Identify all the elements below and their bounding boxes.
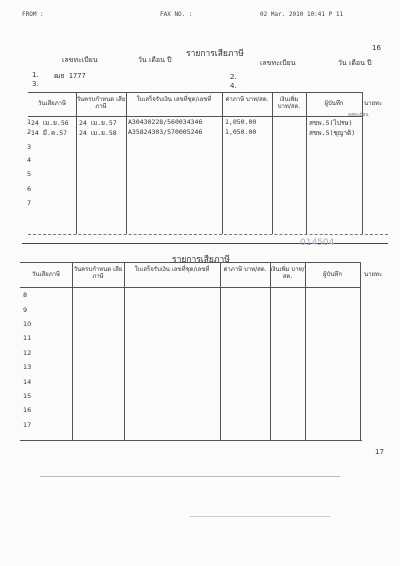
- row-number: 1: [27, 118, 32, 126]
- fax-from-label: FROM :: [22, 11, 44, 18]
- table-line: [124, 262, 125, 440]
- row-number: 12: [23, 349, 32, 357]
- fax-number-label: FAX NO. :: [160, 11, 193, 18]
- col-header-receipt: ใบเสร็จรับเงิน เลขที่ชุด/เลขที่: [134, 266, 210, 273]
- stamp-text: ลงทะเบียน: [348, 113, 369, 118]
- row-number: 17: [23, 421, 32, 429]
- due-date-cell: 24 เม.ย.58: [79, 129, 117, 137]
- row-number: 16: [23, 406, 32, 414]
- row-number: 6: [27, 185, 32, 193]
- table-line: [28, 92, 362, 93]
- col-header-due-date: วันครบกำหนด เสียภาษี: [76, 96, 126, 110]
- row-number: 13: [23, 363, 32, 371]
- table-line: [360, 262, 361, 440]
- item-number: 3.: [32, 80, 39, 88]
- item-number: 4.: [230, 82, 237, 90]
- due-date-cell: 24 เม.ย.57: [79, 119, 117, 127]
- recorder-cell: สขพ.5(ไปรษ): [309, 119, 353, 127]
- item-number: 2.: [230, 73, 237, 81]
- col-header-pay-date: วันเสียภาษี: [32, 271, 60, 278]
- col-header-tax: ค่าภาษี บาท/สต.: [223, 266, 267, 273]
- pay-date-cell: 14 มี.ค.57: [31, 129, 68, 137]
- page-number: 16: [372, 44, 381, 52]
- serial-fragment: 014504: [300, 238, 335, 248]
- row-number: 15: [23, 392, 32, 400]
- fax-datetime: 02 Mar. 2010 10:41 P 11: [260, 11, 344, 18]
- table-line: [220, 262, 221, 440]
- pay-date-cell: 24 เม.ย.56: [31, 119, 69, 127]
- item-number: 1.: [32, 71, 39, 79]
- row-number: 14: [23, 378, 32, 386]
- row-number: 7: [27, 199, 32, 207]
- receipt-cell: A30430228/560034346: [128, 118, 203, 126]
- col-header-receipt: ใบเสร็จรับเงิน เลขที่ชุด/เลขที่: [136, 96, 212, 103]
- tax-cell: 1,050.00: [225, 118, 257, 126]
- section-title: รายการเสียภาษี: [186, 49, 244, 59]
- scan-line: [190, 516, 330, 517]
- page-number: 17: [375, 448, 384, 456]
- table-line: [28, 116, 362, 117]
- col-header-extra: เงินเพิ่ม บาท/สต.: [270, 266, 305, 280]
- date-label: วัน เดือน ปี: [138, 56, 172, 64]
- col-header-registrar: นายทะ: [364, 271, 383, 278]
- table-line: [272, 92, 273, 234]
- table-line: [20, 440, 362, 441]
- row-number: 2: [27, 128, 32, 136]
- section-title: รายการเสียภาษี: [172, 255, 230, 265]
- row-number: 3: [27, 143, 32, 151]
- col-header-tax: ค่าภาษี บาท/สต.: [225, 96, 269, 103]
- col-header-recorder: ผู้บันทึก: [324, 100, 344, 107]
- row-number: 8: [23, 291, 28, 299]
- row-number: 11: [23, 334, 32, 342]
- scan-line: [40, 476, 340, 477]
- plate-number: ฒธ 1777: [54, 72, 86, 80]
- table-line: [222, 92, 223, 234]
- col-header-extra: เงินเพิ่ม บาท/สต.: [277, 96, 301, 110]
- date-label: วัน เดือน ปี: [338, 59, 372, 67]
- table-line: [20, 287, 360, 288]
- row-number: 9: [23, 306, 28, 314]
- col-header-recorder: ผู้บันทึก: [322, 271, 342, 278]
- row-number: 5: [27, 170, 32, 178]
- table-line: [305, 262, 306, 440]
- table-line: [126, 92, 127, 234]
- col-header-pay-date: วันเสียภาษี: [38, 100, 66, 107]
- row-number: 10: [23, 320, 32, 328]
- col-header-registrar: นายทะ: [364, 100, 383, 107]
- reg-label: เลขทะเบียน: [260, 59, 296, 67]
- table-line: [28, 234, 388, 235]
- col-header-due-date: วันครบกำหนด เสียภาษี: [73, 266, 123, 280]
- row-number: 4: [27, 156, 32, 164]
- reg-label: เลขทะเบียน: [62, 56, 98, 64]
- table-line: [20, 262, 360, 263]
- receipt-cell: A35824303/570005246: [128, 128, 203, 136]
- table-line: [306, 92, 307, 234]
- table-line: [270, 262, 271, 440]
- tax-cell: 1,050.00: [225, 128, 257, 136]
- table-line: [76, 92, 77, 234]
- table-line: [72, 262, 73, 440]
- recorder-cell: สขพ.5(ชุญาติ): [309, 129, 356, 137]
